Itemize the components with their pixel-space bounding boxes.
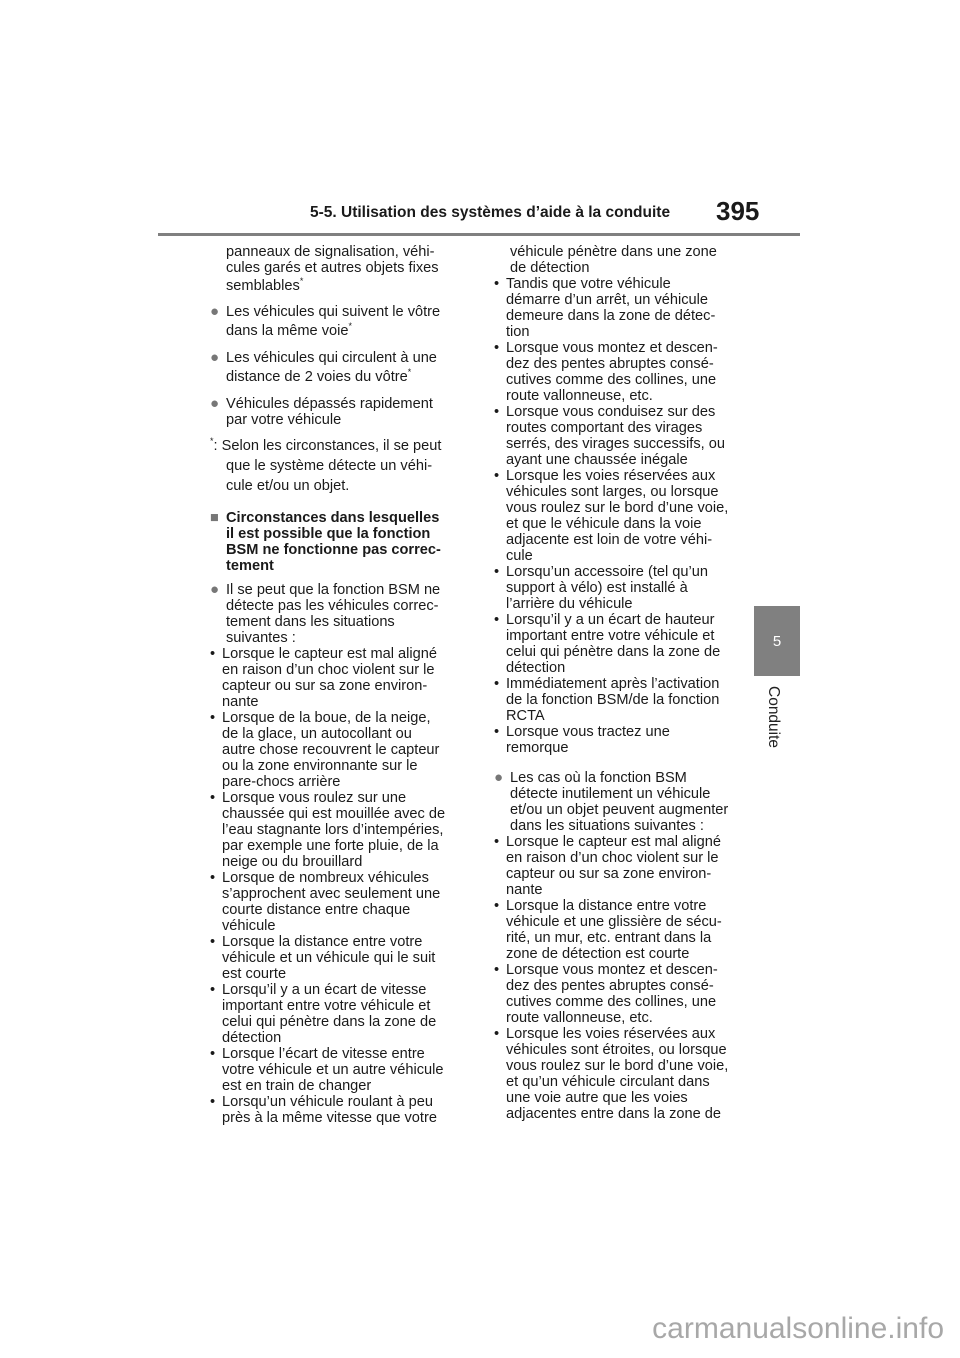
text-line: par exemple une forte pluie, de la <box>222 838 439 854</box>
text-line: tion <box>506 324 530 340</box>
list-item <box>210 646 468 710</box>
text-line: adjacente est loin de votre véhi- <box>506 532 713 548</box>
text-line <box>226 582 468 598</box>
bullet-icon: ● <box>210 395 220 412</box>
line-text: Les cas où la fonction BSM <box>510 770 687 786</box>
text-line: Lorsque vous conduisez sur des <box>506 404 716 420</box>
heading-text <box>226 510 441 574</box>
text-line: dez des pentes abruptes consé- <box>506 978 714 994</box>
text-line: tement <box>226 558 274 574</box>
chapter-tab: 5 <box>754 606 800 676</box>
list-item-text <box>506 468 752 564</box>
bullet-text <box>510 770 752 834</box>
list-item-text <box>222 982 468 1046</box>
text-line: et que le véhicule dans la voie <box>506 516 702 532</box>
text-line: véhicule pénètre dans une zone <box>510 244 717 260</box>
line-text: cules garés et autres objets fixes <box>226 260 439 276</box>
line-text: par votre véhicule <box>226 412 342 428</box>
dash-marker: • <box>494 340 500 356</box>
list-item <box>494 612 752 676</box>
text-line: près à la même vitesse que votre <box>222 1110 437 1126</box>
text-line <box>226 320 468 342</box>
watermark: carmanualsonline.info <box>652 1312 944 1345</box>
list-item <box>210 1046 468 1094</box>
list-item-text <box>506 676 752 724</box>
text-line <box>226 396 468 412</box>
list-item <box>494 676 752 724</box>
dash-marker: • <box>494 962 500 978</box>
bullet-item <box>494 770 752 834</box>
text-line: capteur ou sur sa zone environ- <box>222 678 428 694</box>
text-line <box>226 350 468 366</box>
text-line: Lorsqu’il y a un écart de vitesse <box>222 982 427 998</box>
continued-text <box>494 244 752 276</box>
dash-marker: • <box>494 276 500 292</box>
dash-marker: • <box>210 710 216 726</box>
text-line: Lorsque la distance entre votre <box>222 934 423 950</box>
list-item-text <box>222 870 468 934</box>
text-line <box>210 436 468 456</box>
intro-text <box>210 244 468 296</box>
text-line: routes comportant des virages <box>506 420 703 436</box>
text-line <box>510 802 752 818</box>
text-line: de la fonction BSM/de la fonction <box>506 692 720 708</box>
text-line: Immédiatement après l’activation <box>506 676 720 692</box>
text-line: vous roulez sur le bord d’une voie, <box>506 500 729 516</box>
list-item <box>494 468 752 564</box>
list-item <box>210 934 468 982</box>
text-line: votre véhicule et un autre véhicule <box>222 1062 444 1078</box>
bullet-item <box>210 350 468 388</box>
line-text: que le système détecte un véhi- <box>226 458 433 474</box>
list-item-text <box>506 340 752 404</box>
text-line: véhicule et un véhicule qui le suit <box>222 950 436 966</box>
line-text: Les véhicules qui suivent le vôtre <box>226 304 441 320</box>
list-item-text <box>506 612 752 676</box>
text-line: s’approchent avec seulement une <box>222 886 441 902</box>
text-line: zone de détection est courte <box>506 946 690 962</box>
text-line: est en train de changer <box>222 1078 372 1094</box>
dash-marker: • <box>210 934 216 950</box>
bullet-icon: ● <box>494 769 504 786</box>
text-line: Lorsque le capteur est mal aligné <box>506 834 721 850</box>
dash-marker: • <box>494 676 500 692</box>
text-line: Lorsque le capteur est mal aligné <box>222 646 437 662</box>
dash-marker: • <box>494 404 500 420</box>
dash-marker: • <box>210 646 216 662</box>
list-item <box>210 870 468 934</box>
dash-marker: • <box>494 724 500 740</box>
chapter-label: Conduite <box>765 686 782 749</box>
page-number: 395 <box>716 196 760 226</box>
right-column <box>494 244 752 1122</box>
left-column <box>210 244 468 1126</box>
list-item-text <box>506 898 752 962</box>
text-line: Tandis que votre véhicule <box>506 276 671 292</box>
list-item-text <box>506 962 752 1026</box>
bullet-icon: ● <box>210 303 220 320</box>
section-header: 5-5. Utilisation des systèmes d’aide à la conduite <box>310 204 671 221</box>
dash-marker: • <box>210 1094 216 1110</box>
text-line: Lorsque de nombreux véhicules <box>222 870 429 886</box>
text-line: remorque <box>506 740 569 756</box>
list-item <box>494 1026 752 1122</box>
line-text: : Selon les circonstances, il se peut <box>213 438 442 454</box>
text-line: serrés, des virages successifs, ou <box>506 436 725 452</box>
list-item <box>494 724 752 756</box>
text-line <box>510 786 752 802</box>
text-line: et qu’un véhicule circulant dans <box>506 1074 710 1090</box>
bullet-icon: ● <box>210 581 220 598</box>
bullet-icon: ● <box>210 349 220 366</box>
text-line <box>226 260 468 276</box>
text-line: Lorsque vous montez et descen- <box>506 340 718 356</box>
line-text: Véhicules dépassés rapidement <box>226 396 433 412</box>
text-line: cutives comme des collines, une <box>506 994 717 1010</box>
line-text: Les véhicules qui circulent à une <box>226 350 437 366</box>
dash-marker: • <box>494 898 500 914</box>
text-line <box>226 614 468 630</box>
line-text: semblables <box>226 278 300 294</box>
text-line: Lorsque vous roulez sur une <box>222 790 407 806</box>
list-item <box>494 962 752 1026</box>
text-line: capteur ou sur sa zone environ- <box>506 866 712 882</box>
text-line: important entre votre véhicule et <box>222 998 431 1014</box>
bullet-text <box>226 396 468 428</box>
list-item <box>494 564 752 612</box>
text-line: celui qui pénètre dans la zone de <box>222 1014 437 1030</box>
text-line: démarre d’un arrêt, un véhicule <box>506 292 708 308</box>
bullet-item <box>210 582 468 646</box>
text-line: support à vélo) est installé à <box>506 580 688 596</box>
list-item-text <box>222 1094 468 1126</box>
dash-marker: • <box>494 468 500 484</box>
list-item-text <box>222 934 468 982</box>
text-line <box>510 818 752 834</box>
text-line: Lorsqu’il y a un écart de hauteur <box>506 612 715 628</box>
text-line <box>226 598 468 614</box>
list-item-text <box>506 1026 752 1122</box>
bullet-text <box>226 350 468 388</box>
dash-marker: • <box>210 982 216 998</box>
text-line: Lorsque l’écart de vitesse entre <box>222 1046 425 1062</box>
header-rule <box>158 233 800 236</box>
footnote-marker: * <box>348 321 353 332</box>
text-line: une voie autre que les voies <box>506 1090 688 1106</box>
text-line: détection <box>222 1030 282 1046</box>
list-item-text <box>222 790 468 870</box>
text-line: détection <box>506 660 566 676</box>
list-item <box>494 276 752 340</box>
text-line: cutives comme des collines, une <box>506 372 717 388</box>
text-line: Lorsque la distance entre votre <box>506 898 707 914</box>
list-item <box>494 404 752 468</box>
text-line: vous roulez sur le bord d’une voie, <box>506 1058 729 1074</box>
list-item <box>494 834 752 898</box>
list-item-text <box>506 834 752 898</box>
list-item <box>210 710 468 790</box>
line-text: Il se peut que la fonction BSM ne <box>226 582 441 598</box>
text-line: celui qui pénètre dans la zone de <box>506 644 721 660</box>
text-line: Lorsque vous tractez une <box>506 724 670 740</box>
line-text: panneaux de signalisation, véhi- <box>226 244 435 260</box>
footnote-marker: * <box>407 367 412 378</box>
text-line: rité, un mur, etc. entrant dans la <box>506 930 712 946</box>
text-line: adjacentes entre dans la zone de <box>506 1106 722 1122</box>
text-line: l’arrière du véhicule <box>506 596 633 612</box>
text-line: pare-chocs arrière <box>222 774 341 790</box>
text-line: véhicule <box>222 918 276 934</box>
text-line <box>210 456 468 476</box>
text-line <box>226 276 468 296</box>
bullet-text <box>226 582 468 646</box>
text-line <box>226 366 468 388</box>
line-text: distance de 2 voies du vôtre <box>226 369 408 385</box>
dash-marker: • <box>210 790 216 806</box>
line-text: détecte pas les véhicules correc- <box>226 598 439 614</box>
list-item <box>210 1094 468 1126</box>
list-item-text <box>222 1046 468 1094</box>
text-line <box>210 476 468 496</box>
bullet-item <box>210 396 468 428</box>
text-line: en raison d’un choc violent sur le <box>506 850 719 866</box>
text-line: dez des pentes abruptes consé- <box>506 356 714 372</box>
text-line: Lorsqu’un véhicule roulant à peu <box>222 1094 433 1110</box>
line-text: dans la même voie <box>226 323 349 339</box>
list-item-text <box>222 710 468 790</box>
list-item-text <box>506 404 752 468</box>
bullet-item <box>210 304 468 342</box>
dash-marker: • <box>210 1046 216 1062</box>
text-line <box>226 304 468 320</box>
text-line: nante <box>222 694 259 710</box>
dash-marker: • <box>494 564 500 580</box>
line-text: suivantes : <box>226 630 296 646</box>
footnote-marker: * <box>299 276 304 287</box>
text-line: Lorsque de la boue, de la neige, <box>222 710 431 726</box>
text-line: cule <box>506 548 533 564</box>
text-line: de la glace, un autocollant ou <box>222 726 412 742</box>
list-item-text <box>506 724 752 756</box>
text-line: est courte <box>222 966 287 982</box>
text-line: Lorsque les voies réservées aux <box>506 468 716 484</box>
line-text: tement dans les situations <box>226 614 395 630</box>
text-line: nante <box>506 882 543 898</box>
text-line: en raison d’un choc violent sur le <box>222 662 435 678</box>
line-text: dans les situations suivantes : <box>510 818 704 834</box>
line-text: cule et/ou un objet. <box>226 478 350 494</box>
text-line: Lorsqu’un accessoire (tel qu’un <box>506 564 708 580</box>
list-item <box>210 982 468 1046</box>
footnote-text <box>210 436 468 496</box>
text-line: autre chose recouvrent le capteur <box>222 742 440 758</box>
list-item <box>210 790 468 870</box>
list-item <box>494 898 752 962</box>
line-text: et/ou un objet peuvent augmenter <box>510 802 729 818</box>
text-line: route vallonneuse, etc. <box>506 388 653 404</box>
dash-marker: • <box>494 612 500 628</box>
text-line: l’eau stagnante lors d’intempéries, <box>222 822 444 838</box>
dash-marker: • <box>494 1026 500 1042</box>
dash-marker: • <box>210 870 216 886</box>
text-line: Lorsque vous montez et descen- <box>506 962 718 978</box>
list-item-text <box>506 564 752 612</box>
text-line: demeure dans la zone de détec- <box>506 308 716 324</box>
section-heading <box>210 510 468 574</box>
list-item-text <box>222 646 468 710</box>
text-line: BSM ne fonctionne pas correc- <box>226 542 441 558</box>
text-line <box>226 412 468 428</box>
square-icon: ■ <box>210 510 219 526</box>
list-item-text <box>506 276 752 340</box>
text-line: ou la zone environnante sur le <box>222 758 418 774</box>
text-line: véhicules sont étroites, ou lorsque <box>506 1042 727 1058</box>
text-line: Lorsque les voies réservées aux <box>506 1026 716 1042</box>
text-line: véhicules sont larges, ou lorsque <box>506 484 719 500</box>
footnote-marker: * <box>210 436 214 447</box>
text-line <box>510 770 752 786</box>
text-line: RCTA <box>506 708 545 724</box>
text-line: neige ou du brouillard <box>222 854 363 870</box>
text-line: route vallonneuse, etc. <box>506 1010 653 1026</box>
text-line: important entre votre véhicule et <box>506 628 715 644</box>
text-line: véhicule et une glissière de sécu- <box>506 914 722 930</box>
bullet-text <box>226 304 468 342</box>
text-line: chaussée qui est mouillée avec de <box>222 806 446 822</box>
text-line: courte distance entre chaque <box>222 902 411 918</box>
line-text: détecte inutilement un véhicule <box>510 786 711 802</box>
text-line <box>226 244 468 260</box>
footnote <box>210 436 468 496</box>
text-line: de détection <box>510 260 590 276</box>
text-line <box>226 630 468 646</box>
text-line: Circonstances dans lesquelles <box>226 510 440 526</box>
dash-marker: • <box>494 834 500 850</box>
text-line: il est possible que la fonction <box>226 526 431 542</box>
text-line: ayant une chaussée inégale <box>506 452 688 468</box>
list-item <box>494 340 752 404</box>
